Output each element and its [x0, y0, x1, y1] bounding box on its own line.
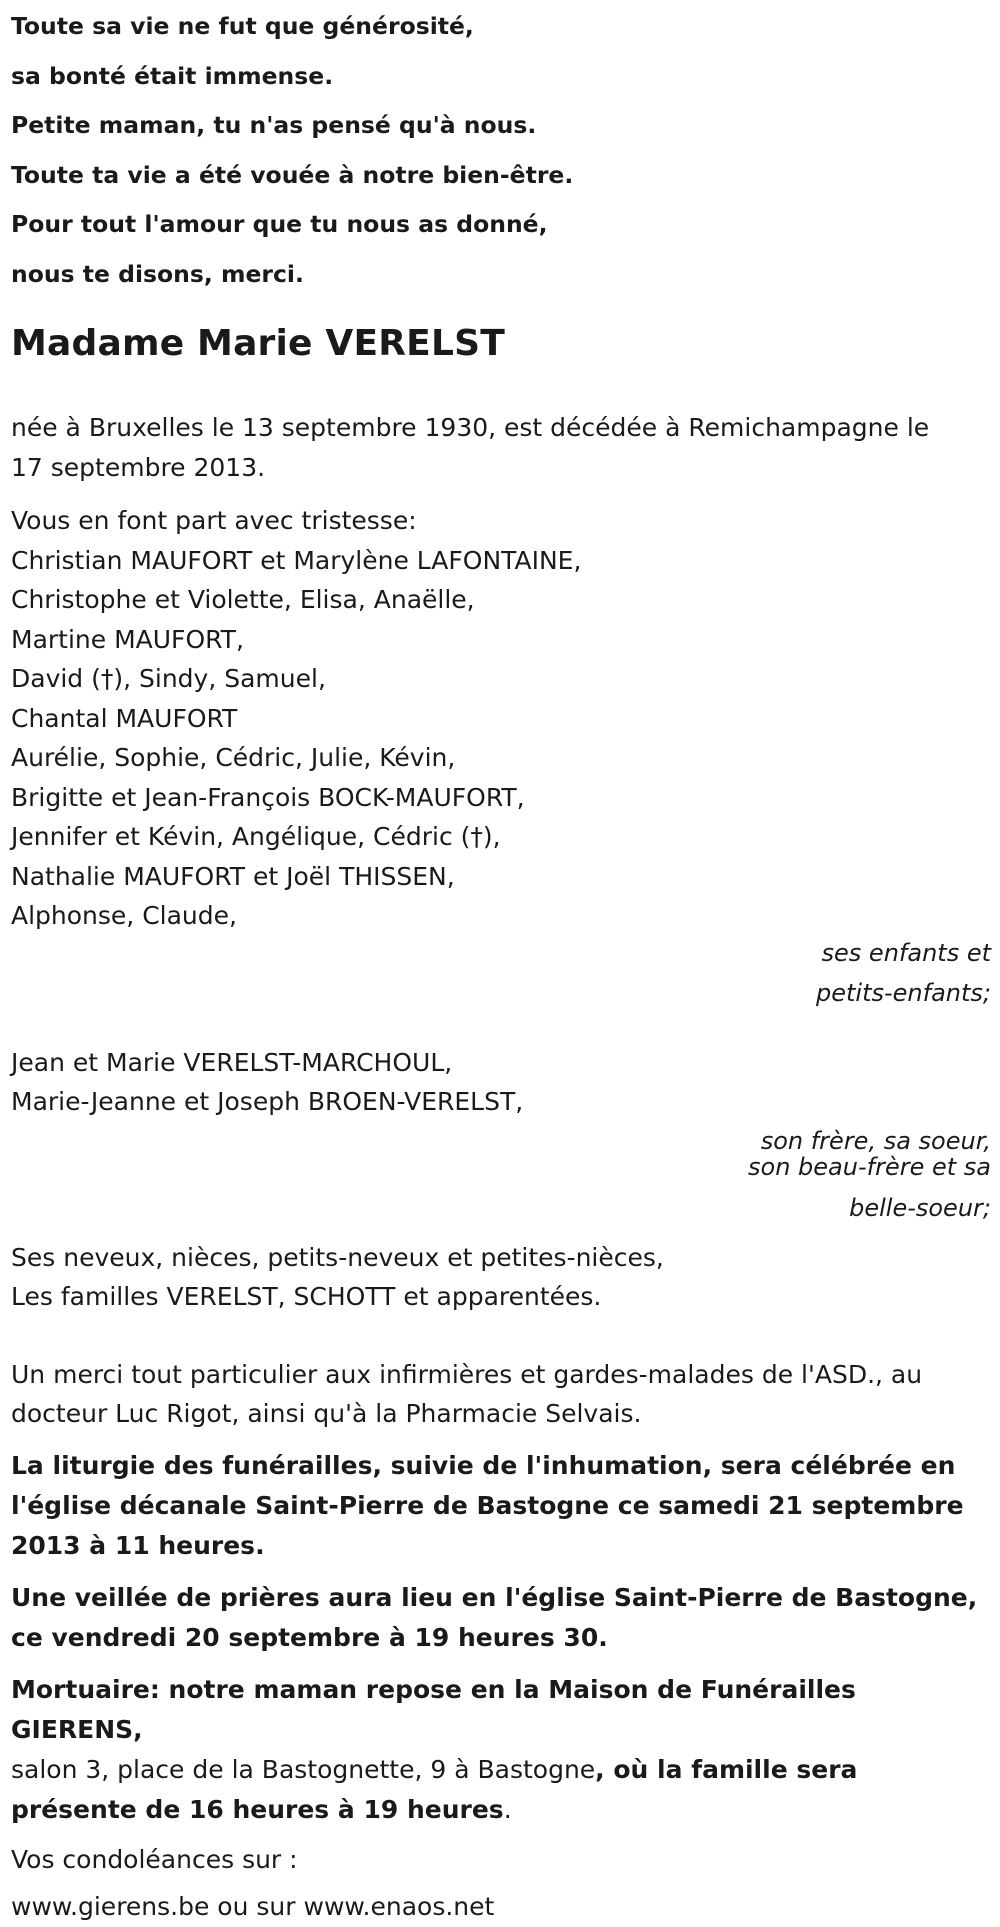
family-line: Aurélie, Sophie, Cédric, Julie, Kévin,: [11, 743, 456, 772]
condolences-label: Vos condoléances sur :: [11, 1844, 298, 1874]
birth-line: née à Bruxelles le 13 septembre 1930, est décédée à Remichampagne le: [11, 413, 930, 442]
vigil-line: ce vendredi 20 septembre à 19 heures 30.: [11, 1622, 608, 1652]
poem-line: Toute sa vie ne fut que générosité,: [11, 12, 474, 40]
announce-intro: Vous en font part avec tristesse:: [11, 506, 417, 535]
liturgy-paragraph: [11, 1446, 991, 1566]
children-list: [11, 541, 991, 936]
siblings-list: [11, 1043, 991, 1122]
family-line: Jennifer et Kévin, Angélique, Cédric (†),: [11, 822, 501, 851]
condolences-websites[interactable]: www.gierens.be ou sur www.enaos.net: [11, 1892, 495, 1921]
family-line: Ses neveux, nièces, petits-neveux et petites-nièces,: [11, 1242, 664, 1272]
poem-line: sa bonté était immense.: [11, 61, 334, 90]
vigil-paragraph: [11, 1578, 991, 1658]
liturgy-line: 2013 à 11 heures.: [11, 1530, 265, 1560]
siblings-role: [11, 1128, 991, 1228]
birth-line: 17 septembre 2013.: [11, 452, 266, 482]
mortuary-paragraph: [11, 1670, 991, 1830]
mortuary-hours: présente de 16 heures à 19 heures: [11, 1794, 504, 1824]
thanks-line: Un merci tout particulier aux infirmières et gardes-malades de l'ASD., au: [11, 1359, 923, 1389]
poem-line: Toute ta vie a été vouée à notre bien-être.: [11, 160, 574, 189]
poem-line: nous te disons, merci.: [11, 259, 304, 288]
liturgy-line: La liturgie des funérailles, suivie de l'inhumation, sera célébrée en: [11, 1450, 956, 1480]
thanks-line: docteur Luc Rigot, ainsi qu'à la Pharmacie Selvais.: [11, 1399, 642, 1428]
role-line: petits-enfants;: [816, 978, 991, 1007]
poem-line: Petite maman, tu n'as pensé qu'à nous.: [11, 111, 537, 139]
family-line: Alphonse, Claude,: [11, 901, 237, 930]
family-line: Martine MAUFORT,: [11, 624, 244, 654]
birth-death-info: [11, 408, 991, 487]
mortuary-period: .: [503, 1794, 512, 1824]
deceased-name: Madame Marie VERELST: [11, 323, 505, 364]
role-line: belle-soeur;: [849, 1193, 991, 1222]
role-line: son frère, sa soeur,: [760, 1126, 991, 1155]
family-line: Nathalie MAUFORT et Joël THISSEN,: [11, 861, 455, 891]
mortuary-line: [11, 1750, 991, 1790]
family-line: Marie-Jeanne et Joseph BROEN-VERELST,: [11, 1087, 524, 1116]
thanks-paragraph: [11, 1355, 991, 1434]
mortuary-line: Mortuaire: notre maman repose en la Maison de Funérailles GIERENS,: [11, 1674, 856, 1744]
poem-line: Pour tout l'amour que tu nous as donné,: [11, 210, 548, 238]
role-line: son beau-frère et sa: [748, 1152, 991, 1181]
poem: [11, 0, 991, 299]
liturgy-line: l'église décanale Saint-Pierre de Bastogne ce samedi 21 septembre: [11, 1490, 964, 1520]
children-role: [11, 933, 991, 1013]
other-relatives: [11, 1238, 991, 1317]
family-line: Chantal MAUFORT: [11, 703, 238, 733]
family-line: David (†), Sindy, Samuel,: [11, 664, 326, 693]
family-line: Jean et Marie VERELST-MARCHOUL,: [11, 1047, 453, 1077]
vigil-line: Une veillée de prières aura lieu en l'église Saint-Pierre de Bastogne,: [11, 1582, 978, 1612]
mortuary-address: salon 3, place de la Bastognette, 9 à Bastogne: [11, 1754, 596, 1784]
family-line: Christophe et Violette, Elisa, Anaëlle,: [11, 585, 475, 614]
family-line: Brigitte et Jean-François BOCK-MAUFORT,: [11, 782, 525, 812]
obituary-page: [11, 0, 991, 1927]
role-line: ses enfants et: [821, 938, 991, 967]
family-line: Les familles VERELST, SCHOTT et apparentées.: [11, 1282, 602, 1311]
family-line: Christian MAUFORT et Marylène LAFONTAINE,: [11, 545, 582, 575]
mortuary-line: [11, 1790, 991, 1830]
mortuary-note: , où la famille sera: [595, 1754, 858, 1784]
